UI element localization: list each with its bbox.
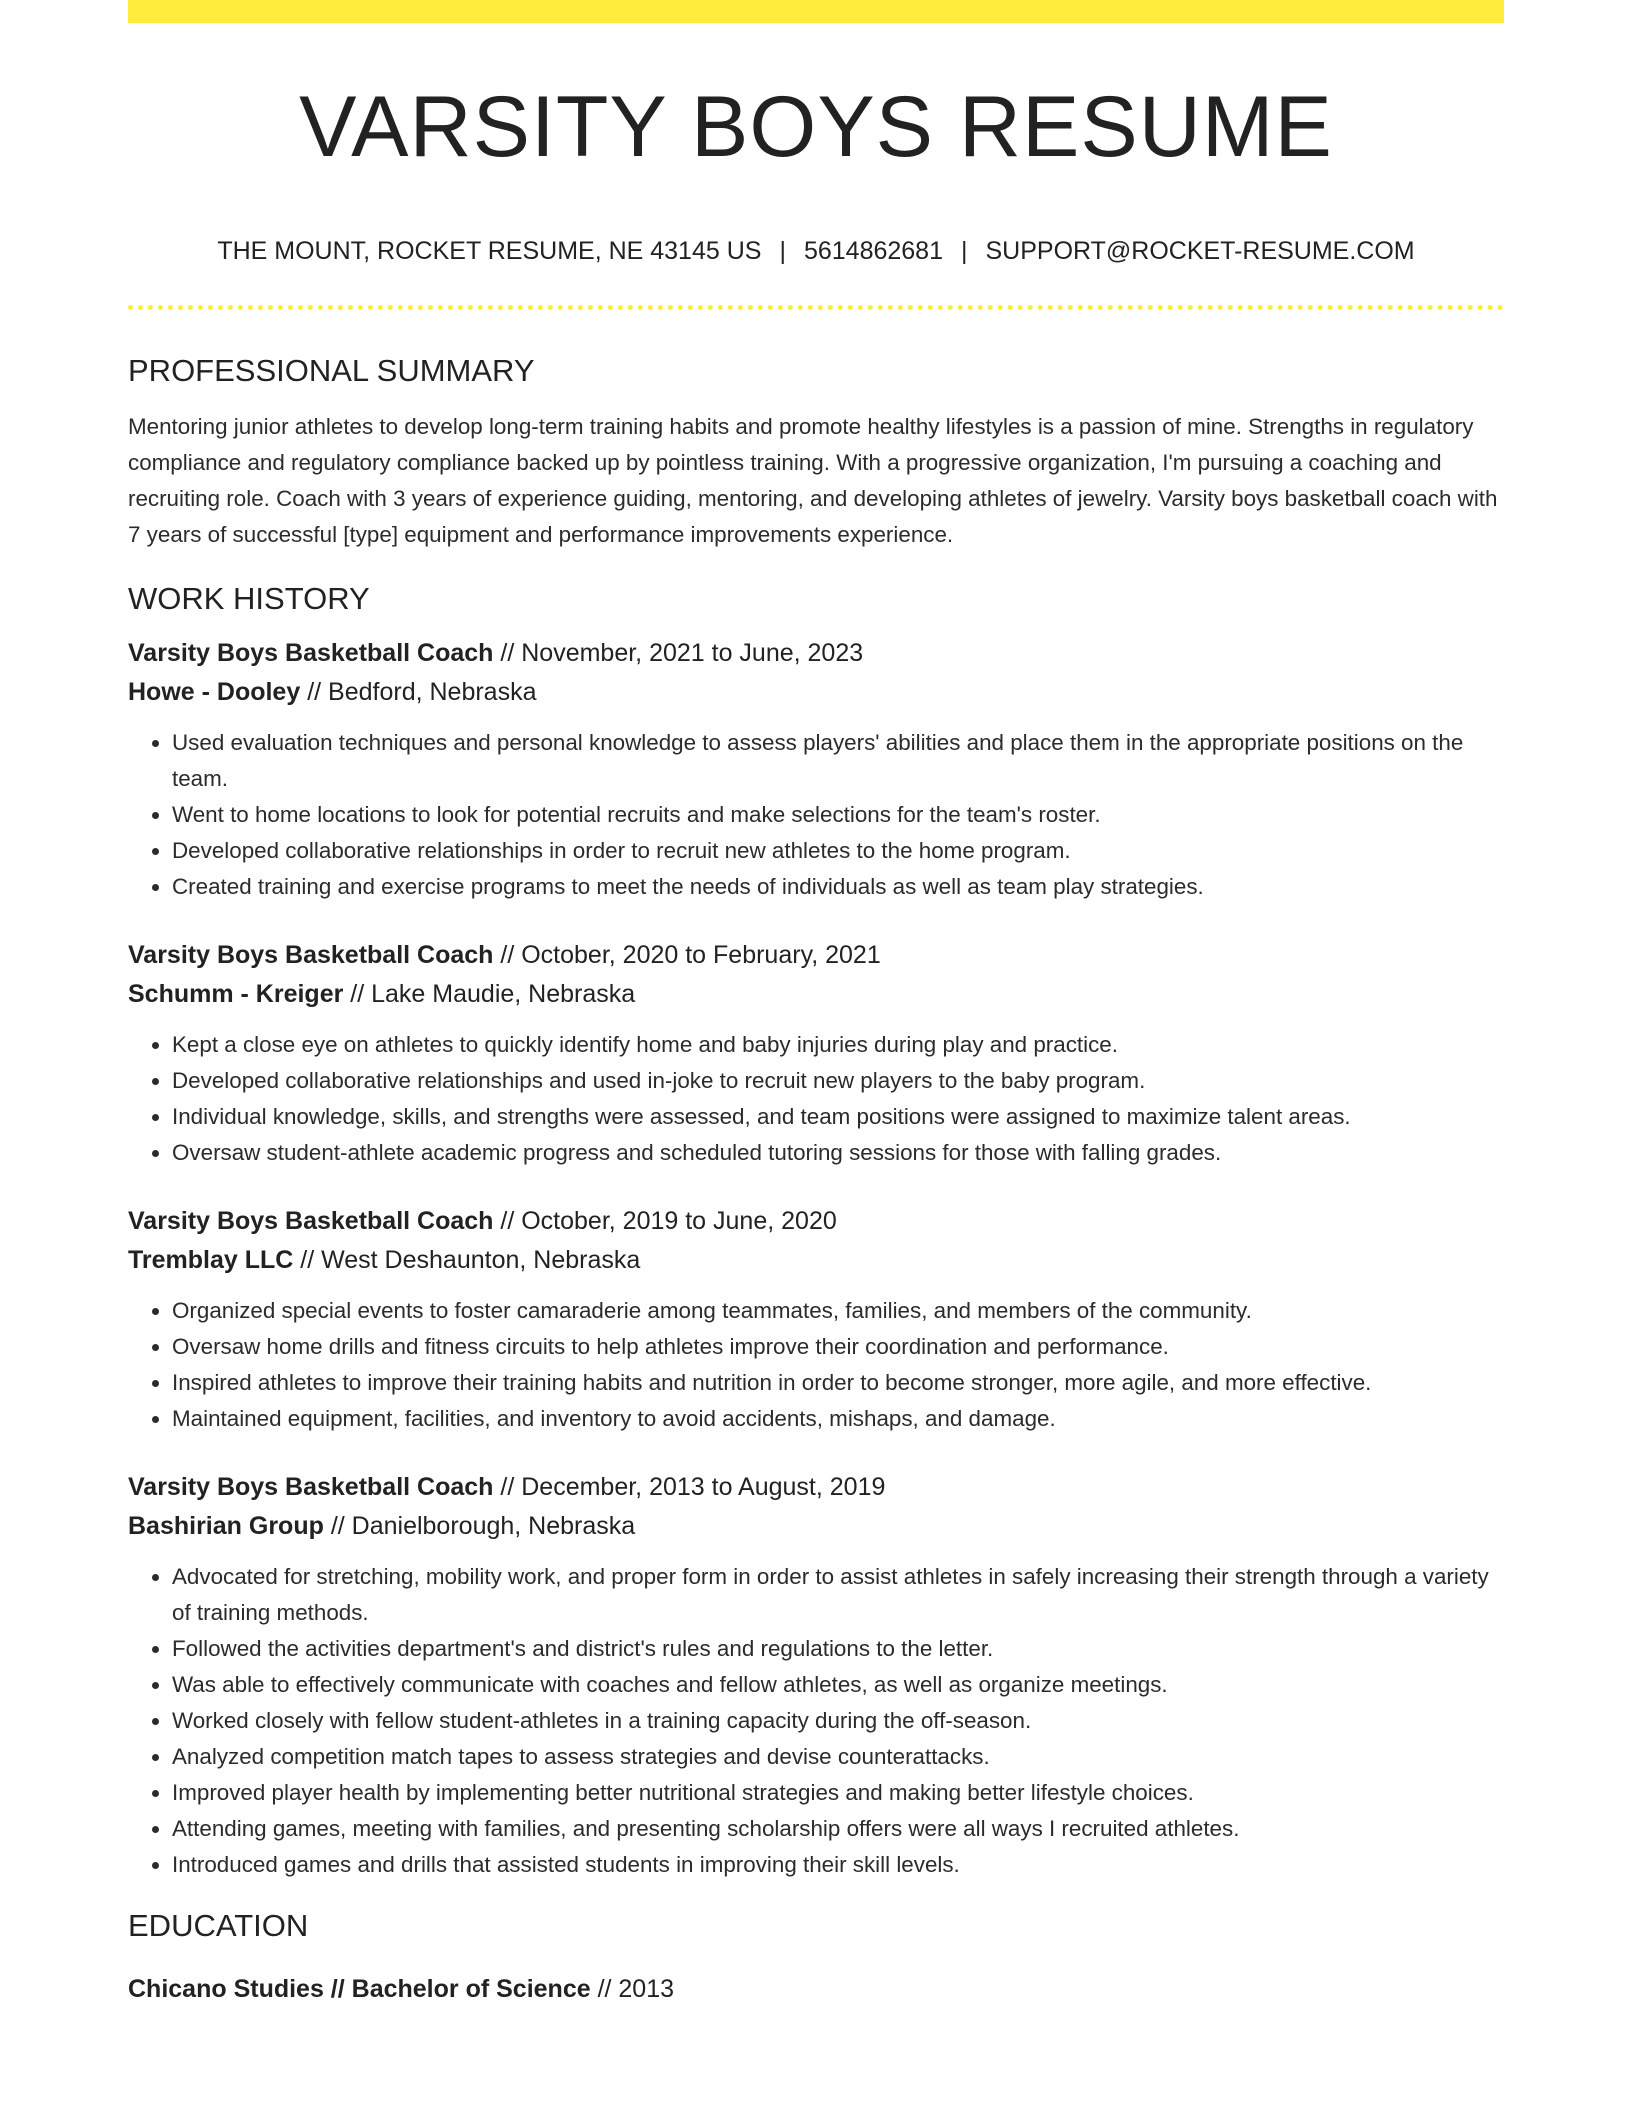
employer-location: // Danielborough, Nebraska: [323, 1512, 636, 1540]
employer-line: [128, 673, 1504, 712]
summary-heading: PROFESSIONAL SUMMARY: [128, 353, 535, 388]
job-dates: // December, 2013 to August, 2019: [493, 1473, 886, 1501]
education-entry: [128, 1970, 1504, 2009]
job-duty-item: • Worked closely with fellow student-athletes in a training capacity during the off-season.: [172, 1703, 1504, 1739]
job-duty-item: • Oversaw student-athlete academic progress and scheduled tutoring sessions for those with falling grades.: [172, 1135, 1504, 1171]
job-title-line: [128, 634, 1504, 673]
job-duty-item: • Analyzed competition match tapes to assess strategies and devise counterattacks.: [172, 1739, 1504, 1775]
job-duty-item: • Used evaluation techniques and personal knowledge to assess players' abilities and place them in the appropriate positions on the team.: [172, 725, 1504, 797]
job-duties-list: [128, 1559, 1504, 1883]
education-degree: Chicano Studies // Bachelor of Science: [128, 1975, 591, 2003]
job-duty-item: • Advocated for stretching, mobility work, and proper form in order to assist athletes in safely increasing their strength through a variety of training methods.: [172, 1559, 1504, 1631]
job-duty-item: • Followed the activities department's and district's rules and regulations to the letter.: [172, 1631, 1504, 1667]
accent-bar: [128, 0, 1504, 23]
employer-name: Tremblay LLC: [128, 1246, 294, 1274]
job-dates: // October, 2020 to February, 2021: [493, 941, 881, 969]
employer-name: Bashirian Group: [128, 1512, 324, 1540]
job-title-line: [128, 936, 1504, 975]
job-duty-item: • Attending games, meeting with families, and presenting scholarship offers were all ways I recruited athletes.: [172, 1811, 1504, 1847]
contact-separator: |: [961, 237, 968, 265]
contact-separator: |: [779, 237, 786, 265]
job-duty-item: • Oversaw home drills and fitness circuits to help athletes improve their coordination and performance.: [172, 1329, 1504, 1365]
employer-name: Howe - Dooley: [128, 678, 301, 706]
job-entry: [128, 1202, 1504, 1437]
work-history-list: [128, 634, 1504, 1883]
job-duty-item: • Kept a close eye on athletes to quickly identify home and baby injuries during play and practice.: [172, 1027, 1504, 1063]
job-entry: [128, 936, 1504, 1171]
resume-content: [128, 23, 1504, 2009]
job-duty-item: • Developed collaborative relationships and used in-joke to recruit new players to the baby program.: [172, 1063, 1504, 1099]
job-duties-list: [128, 1293, 1504, 1437]
dotted-divider: [128, 305, 1504, 310]
job-duty-item: • Inspired athletes to improve their training habits and nutrition in order to become stronger, more agile, and more effective.: [172, 1365, 1504, 1401]
job-duties-list: [128, 1027, 1504, 1171]
employer-location: // Lake Maudie, Nebraska: [343, 980, 636, 1008]
job-duty-item: • Organized special events to foster camaraderie among teammates, families, and members of the community.: [172, 1293, 1504, 1329]
job-dates: // October, 2019 to June, 2020: [493, 1207, 837, 1235]
education-year: // 2013: [590, 1975, 675, 2003]
job-duties-list: [128, 725, 1504, 905]
work-history-heading: WORK HISTORY: [128, 581, 370, 616]
job-title: Varsity Boys Basketball Coach: [128, 639, 494, 667]
job-title: Varsity Boys Basketball Coach: [128, 941, 494, 969]
job-title-line: [128, 1202, 1504, 1241]
employer-name: Schumm - Kreiger: [128, 980, 344, 1008]
contact-phone: 5614862681: [803, 237, 943, 265]
job-entry: [128, 634, 1504, 905]
employer-line: [128, 1241, 1504, 1280]
resume-title: VARSITY BOYS RESUME: [299, 79, 1333, 175]
employer-location: // Bedford, Nebraska: [300, 678, 537, 706]
job-duty-item: • Was able to effectively communicate with coaches and fellow athletes, as well as organize meetings.: [172, 1667, 1504, 1703]
job-dates: // November, 2021 to June, 2023: [493, 639, 864, 667]
job-duty-item: • Created training and exercise programs to meet the needs of individuals as well as team play strategies.: [172, 869, 1504, 905]
employer-line: [128, 1507, 1504, 1546]
employer-line: [128, 975, 1504, 1014]
job-title: Varsity Boys Basketball Coach: [128, 1473, 494, 1501]
job-title-line: [128, 1468, 1504, 1507]
job-duty-item: • Improved player health by implementing better nutritional strategies and making better lifestyle choices.: [172, 1775, 1504, 1811]
contact-email: SUPPORT@ROCKET-RESUME.COM: [985, 237, 1415, 265]
job-duty-item: • Developed collaborative relationships in order to recruit new athletes to the home program.: [172, 833, 1504, 869]
job-entry: [128, 1468, 1504, 1883]
job-duty-item: • Introduced games and drills that assisted students in improving their skill levels.: [172, 1847, 1504, 1883]
job-title: Varsity Boys Basketball Coach: [128, 1207, 494, 1235]
contact-line: [128, 236, 1504, 266]
job-duty-item: • Maintained equipment, facilities, and inventory to avoid accidents, mishaps, and damage.: [172, 1401, 1504, 1437]
summary-text: Mentoring junior athletes to develop long-term training habits and promote healthy lifestyles is a passion of mine. Strengths in regulatory compliance and regulatory compliance backed up by pointless training. With a progressive organization, I'm pursuing a coaching and recruiting role. Coach with 3 years of experience guiding, mentoring, and developing athletes of jewelry. Varsity boys basketball coach with 7 years of successful [type] equipment and performance improvements experience.: [128, 414, 1498, 547]
employer-location: // West Deshaunton, Nebraska: [293, 1246, 641, 1274]
contact-address: THE MOUNT, ROCKET RESUME, NE 43145 US: [217, 237, 762, 265]
education-heading: EDUCATION: [128, 1908, 309, 1943]
job-duty-item: • Individual knowledge, skills, and strengths were assessed, and team positions were assigned to maximize talent areas.: [172, 1099, 1504, 1135]
job-duty-item: • Went to home locations to look for potential recruits and make selections for the team's roster.: [172, 797, 1504, 833]
